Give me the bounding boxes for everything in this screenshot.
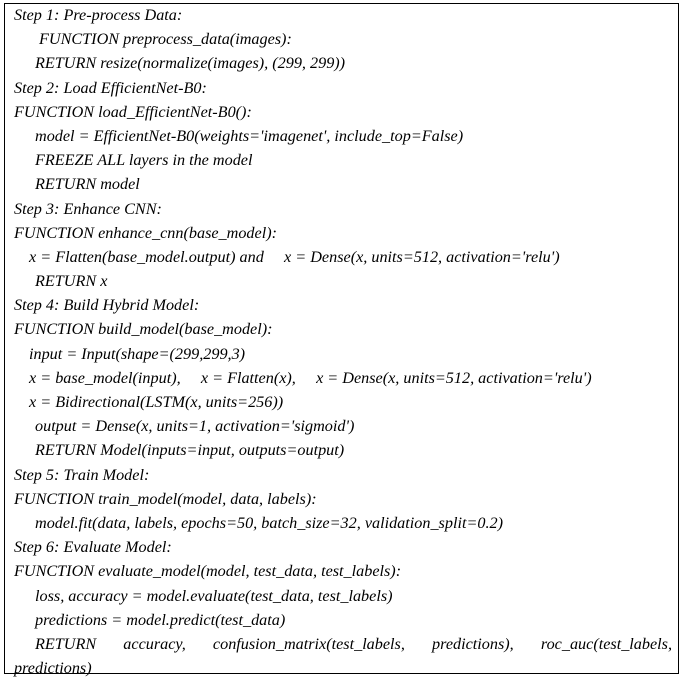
- code-line: x = Flatten(base_model.output) and x = Dense(x, units=512, activation='relu'): [29, 247, 560, 266]
- code-line: RETURN resize(normalize(images), (299, 299)): [35, 54, 346, 73]
- code-line: RETURN x: [35, 272, 108, 291]
- step-1-heading: Step 1: Pre-process Data:: [14, 6, 183, 24]
- code-line: x = base_model(input), x = Flatten(x), x = Dense(x, units=512, activation='relu'): [29, 368, 592, 387]
- step-6-heading: Step 6: Evaluate Model:: [14, 538, 172, 557]
- code-line: loss, accuracy = model.evaluate(test_data, test_labels): [35, 586, 393, 605]
- pseudocode-lines: [14, 3, 676, 680]
- code-line: output = Dense(x, units=1, activation='sigmoid'): [35, 417, 355, 436]
- return-word: roc_auc(test_labels,: [540, 634, 672, 653]
- code-line: RETURN Model(inputs=input, outputs=output): [35, 441, 345, 460]
- code-line: FUNCTION build_model(base_model):: [14, 320, 273, 339]
- return-line-justified: [14, 632, 676, 656]
- return-word: predictions),: [432, 634, 514, 653]
- return-line-continuation: predictions): [14, 659, 92, 678]
- code-line: FUNCTION train_model(model, data, labels):: [14, 489, 317, 508]
- step-5-heading: Step 5: Train Model:: [14, 465, 150, 484]
- code-line: model = EfficientNet-B0(weights='imagenet', include_top=False): [35, 126, 464, 145]
- code-line: predictions = model.predict(test_data): [35, 610, 286, 629]
- code-line: input = Input(shape=(299,299,3): [29, 344, 246, 363]
- return-word: confusion_matrix(test_labels,: [212, 634, 405, 653]
- step-3-heading: Step 3: Enhance CNN:: [14, 199, 162, 218]
- return-word: RETURN: [35, 634, 97, 653]
- return-word: accuracy,: [123, 634, 186, 653]
- code-line: x = Bidirectional(LSTM(x, units=256)): [29, 393, 284, 411]
- step-2-heading: Step 2: Load EfficientNet-B0:: [14, 78, 207, 97]
- code-line: FUNCTION evaluate_model(model, test_data, test_labels):: [14, 562, 402, 581]
- code-line: FUNCTION preprocess_data(images):: [39, 30, 292, 49]
- code-line: RETURN model: [35, 175, 140, 194]
- code-line: FUNCTION load_EfficientNet-B0():: [14, 102, 252, 121]
- code-line: FREEZE ALL layers in the model: [35, 151, 253, 170]
- code-line: model.fit(data, labels, epochs=50, batch_size=32, validation_split=0.2): [35, 513, 503, 532]
- step-4-heading: Step 4: Build Hybrid Model:: [14, 296, 200, 315]
- code-line: FUNCTION enhance_cnn(base_model):: [14, 223, 277, 242]
